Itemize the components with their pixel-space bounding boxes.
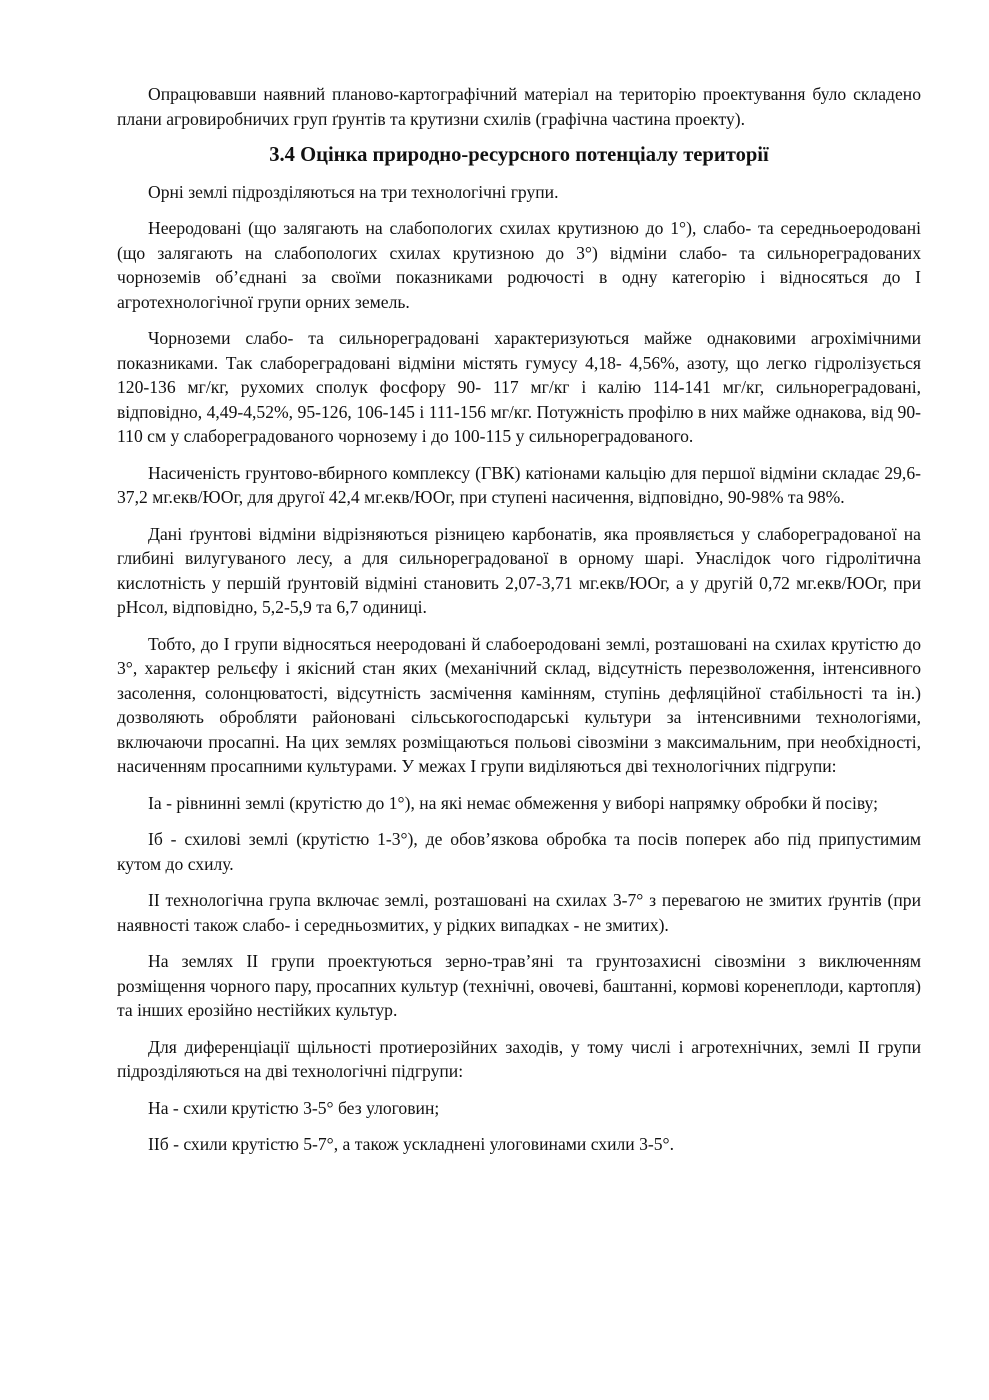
paragraph-subgroup-iia: На - схили крутістю 3-5° без улоговин; xyxy=(148,1097,440,1118)
paragraph-subgroup-ia: Іа - рівнинні землі (крутістю до 1°), на які немає обмеження у виборі напрямку обробки й посіву; xyxy=(148,792,879,813)
paragraph-arable-groups: Орні землі підрозділяються на три технологічні групи. xyxy=(148,181,559,202)
paragraph-cation-saturation: Насиченість грунтово-вбирного комплексу (ГВК) катіонами кальцію для першої відміни складає 29,6-37,2 мг.екв/ЮОг, для другої 42,4 мг.екв/ЮОг, при ступені насичення, відповідно, 90-98% та 98%. xyxy=(117,462,921,507)
paragraph-group-one-definition: Нееродовані (що залягають на слабопологих схилах крутизною до 1°), слабо- та середньоеродовані (що залягають на слабопологих схилах крутизною до 3°) відміни слабо- та сильнореградованих чорноземів об’єднані за своїми показниками родючості в одну категорію і відносяться до І агротехнологічної групи орних земель. xyxy=(117,218,921,312)
paragraph-group-two-rotations: На землях II групи проектуються зерно-трав’яні та грунтозахисні сівозміни з виключенням розміщення чорного пару, просапних культур (технічні, овочеві, баштанні, кормові коренеплоди, картопля) та інших ерозійно нестійких культур. xyxy=(117,951,921,1020)
paragraph-chernozem-agrochemistry: Чорноземи слабо- та сильнореградовані характеризуються майже однаковими агрохімічними показниками. Так слабореградовані відміни містять гумусу 4,18- 4,56%, азоту, що легко гідролізується 120-136 мг/кг, рухомих сполук фосфору 90- 117 мг/кг і калію 114-141 мг/кг, сильнореградовані, відповідно, 4,49-4,52%, 95-126, 106-145 і 111-156 мг/кг. Потужність профілю в них майже однакова, від 90-110 см у слабореградованого чорнозему і до 100-115 у сильнореградованого. xyxy=(117,328,921,446)
paragraph-group-two-subgroups: Для диференціації щільності протиерозійних заходів, у тому числі і агротехнічних, землі II групи підрозділяються на дві технологічні підгрупи: xyxy=(117,1036,921,1081)
paragraph-carbonates: Дані ґрунтові відміни відрізняються різницею карбонатів, яка проявляється у слабореградованої на глибині вилугуваного лесу, а для сильнореградованої в орному шарі. Унаслідок чого гідролітична кислотність у першій ґрунтовій відміні становить 2,07-3,71 мг.екв/ЮОг, а у другій 0,72 мг.екв/ЮОг, при рНсол, відповідно, 5,2-5,9 та 6,7 одиниці. xyxy=(117,523,921,617)
paragraph-subgroup-ib: Іб - схилові землі (крутістю 1-3°), де обов’язкова обробка та посів поперек або під припустимим кутом до схилу. xyxy=(117,829,921,874)
intro-paragraph: Опрацювавши наявний планово-картографічний матеріал на територію проектування було складено плани агровиробничих груп ґрунтів та крутизни схилів (графічна частина проекту). xyxy=(117,84,921,129)
document-page xyxy=(117,82,921,1169)
section-heading: 3.4 Оцінка природно-ресурсного потенціалу території xyxy=(269,144,769,166)
paragraph-subgroup-iib: ІІб - схили крутістю 5-7°, а також ускладнені улоговинами схили 3-5°. xyxy=(148,1134,674,1154)
paragraph-group-one-summary: Тобто, до І групи відносяться нееродовані й слабоеродовані землі, розташовані на схилах крутістю до 3°, характер рельєфу і якісний стан яких (механічний склад, відсутність перезволоження, інтенсивного засолення, солонцюватості, відсутність засмічення камінням, ступінь дефляційної стабільності та ін.) дозволяють обробляти районовані сільськогосподарські культури за інтенсивними технологіями, включаючи просапні. На цих землях розміщаються польові сівозміни з максимальним, при необхідності, насиченням просапними культурами. У межах І групи виділяються дві технологічних підгрупи: xyxy=(117,633,921,776)
paragraph-group-two: II технологічна група включає землі, розташовані на схилах 3-7° з перевагою не змитих ґрунтів (при наявності також слабо- і середньозмитих, у рідких випадках - не змитих). xyxy=(117,890,921,935)
